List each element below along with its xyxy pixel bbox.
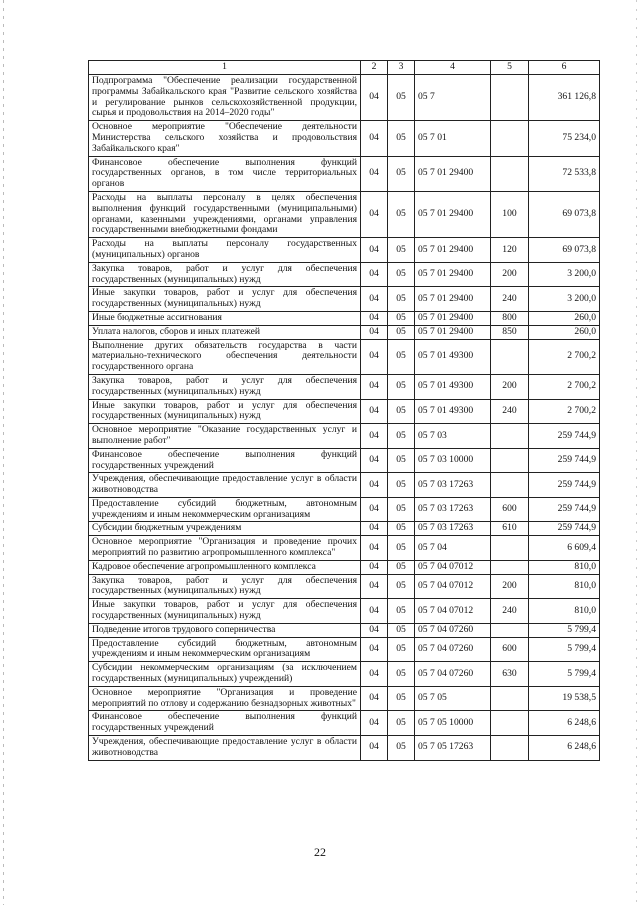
row-name-cell: Иные закупки товаров, работ и услуг для обеспечения государственных (муниципальных) нужд (89, 287, 361, 312)
table-body (89, 75, 600, 761)
target-article-cell: 05 7 03 17263 (415, 497, 491, 522)
row-name-cell: Выполнение других обязательств государства в части материально-технического обеспечения деятельности государственного органа (89, 339, 361, 374)
section-code-cell: 04 (361, 711, 388, 736)
target-article-cell: 05 7 03 (415, 424, 491, 449)
section-code-cell: 04 (361, 262, 388, 287)
subsection-code-cell: 05 (388, 374, 415, 399)
table-row (89, 156, 600, 191)
section-code-cell: 04 (361, 497, 388, 522)
table-row (89, 339, 600, 374)
amount-cell: 6 248,6 (529, 711, 600, 736)
table-row (89, 374, 600, 399)
table-row (89, 238, 600, 263)
expense-type-cell (491, 736, 529, 761)
row-name-cell: Субсидии некоммерческим организациям (за исключением государственных (муниципальных) учреждений) (89, 662, 361, 687)
section-code-cell: 04 (361, 448, 388, 473)
row-name-cell: Иные закупки товаров, работ и услуг для обеспечения государственных (муниципальных) нужд (89, 599, 361, 624)
amount-cell: 259 744,9 (529, 448, 600, 473)
section-code-cell: 04 (361, 637, 388, 662)
header-cell: 4 (415, 61, 491, 75)
subsection-code-cell: 05 (388, 424, 415, 449)
target-article-cell: 05 7 01 29400 (415, 287, 491, 312)
row-name-cell: Уплата налогов, сборов и иных платежей (89, 325, 361, 339)
amount-cell: 72 533,8 (529, 156, 600, 191)
row-name-cell: Финансовое обеспечение выполнения функций государственных учреждений (89, 448, 361, 473)
subsection-code-cell: 05 (388, 599, 415, 624)
section-code-cell: 04 (361, 560, 388, 574)
table-row (89, 121, 600, 156)
row-name-cell: Учреждения, обеспечивающие предоставление услуг в области животноводства (89, 736, 361, 761)
section-code-cell: 04 (361, 374, 388, 399)
target-article-cell: 05 7 (415, 75, 491, 121)
scan-edge-right (636, 0, 637, 905)
target-article-cell: 05 7 01 49300 (415, 374, 491, 399)
subsection-code-cell: 05 (388, 191, 415, 237)
expense-type-cell (491, 75, 529, 121)
row-name-cell: Расходы на выплаты персоналу государственных (муниципальных) органов (89, 238, 361, 263)
section-code-cell: 04 (361, 339, 388, 374)
amount-cell: 810,0 (529, 560, 600, 574)
expense-type-cell (491, 536, 529, 561)
amount-cell: 2 700,2 (529, 339, 600, 374)
amount-cell: 810,0 (529, 574, 600, 599)
target-article-cell: 05 7 01 49300 (415, 339, 491, 374)
row-name-cell: Основное мероприятие "Оказание государственных услуг и выполнение работ" (89, 424, 361, 449)
expense-type-cell: 120 (491, 238, 529, 263)
subsection-code-cell: 05 (388, 662, 415, 687)
section-code-cell: 04 (361, 574, 388, 599)
row-name-cell: Основное мероприятие "Организация и проведение мероприятий по отлову и содержанию безнадзорных животных" (89, 686, 361, 711)
table-row (89, 560, 600, 574)
amount-cell: 260,0 (529, 311, 600, 325)
amount-cell: 5 799,4 (529, 623, 600, 637)
section-code-cell: 04 (361, 424, 388, 449)
subsection-code-cell: 05 (388, 262, 415, 287)
row-name-cell: Закупка товаров, работ и услуг для обеспечения государственных (муниципальных) нужд (89, 374, 361, 399)
table-row (89, 399, 600, 424)
table-row (89, 536, 600, 561)
table-row (89, 662, 600, 687)
section-code-cell: 04 (361, 311, 388, 325)
section-code-cell: 04 (361, 191, 388, 237)
expense-type-cell (491, 156, 529, 191)
amount-cell: 5 799,4 (529, 637, 600, 662)
target-article-cell: 05 7 04 07260 (415, 637, 491, 662)
section-code-cell: 04 (361, 599, 388, 624)
subsection-code-cell: 05 (388, 399, 415, 424)
header-cell: 5 (491, 61, 529, 75)
amount-cell: 2 700,2 (529, 374, 600, 399)
subsection-code-cell: 05 (388, 121, 415, 156)
target-article-cell: 05 7 01 29400 (415, 191, 491, 237)
table-header-row (89, 61, 600, 75)
target-article-cell: 05 7 04 (415, 536, 491, 561)
subsection-code-cell: 05 (388, 238, 415, 263)
section-code-cell: 04 (361, 686, 388, 711)
row-name-cell: Закупка товаров, работ и услуг для обеспечения государственных (муниципальных) нужд (89, 574, 361, 599)
target-article-cell: 05 7 05 (415, 686, 491, 711)
table-row (89, 325, 600, 339)
subsection-code-cell: 05 (388, 287, 415, 312)
section-code-cell: 04 (361, 662, 388, 687)
row-name-cell: Основное мероприятие "Организация и проведение прочих мероприятий по развитию агропромышленного комплекса" (89, 536, 361, 561)
table-row (89, 448, 600, 473)
target-article-cell: 05 7 03 17263 (415, 473, 491, 498)
amount-cell: 2 700,2 (529, 399, 600, 424)
table-row (89, 75, 600, 121)
expense-type-cell: 240 (491, 399, 529, 424)
subsection-code-cell: 05 (388, 623, 415, 637)
table-row (89, 311, 600, 325)
row-name-cell: Предоставление субсидий бюджетным, автономным учреждениям и иным некоммерческим организациям (89, 637, 361, 662)
amount-cell: 69 073,8 (529, 238, 600, 263)
expense-type-cell (491, 711, 529, 736)
section-code-cell: 04 (361, 736, 388, 761)
amount-cell: 259 744,9 (529, 522, 600, 536)
row-name-cell: Субсидии бюджетным учреждениям (89, 522, 361, 536)
budget-table (88, 60, 600, 761)
table-row (89, 686, 600, 711)
subsection-code-cell: 05 (388, 156, 415, 191)
expense-type-cell: 600 (491, 637, 529, 662)
expense-type-cell: 240 (491, 599, 529, 624)
subsection-code-cell: 05 (388, 736, 415, 761)
expense-type-cell (491, 560, 529, 574)
section-code-cell: 04 (361, 238, 388, 263)
table-row (89, 424, 600, 449)
table-row (89, 574, 600, 599)
section-code-cell: 04 (361, 623, 388, 637)
amount-cell: 69 073,8 (529, 191, 600, 237)
table-row (89, 637, 600, 662)
subsection-code-cell: 05 (388, 75, 415, 121)
target-article-cell: 05 7 04 07012 (415, 574, 491, 599)
target-article-cell: 05 7 04 07260 (415, 662, 491, 687)
subsection-code-cell: 05 (388, 448, 415, 473)
target-article-cell: 05 7 04 07012 (415, 599, 491, 624)
amount-cell: 259 744,9 (529, 424, 600, 449)
table-row (89, 711, 600, 736)
table-row (89, 287, 600, 312)
expense-type-cell: 200 (491, 574, 529, 599)
subsection-code-cell: 05 (388, 473, 415, 498)
header-cell: 1 (89, 61, 361, 75)
header-cell: 3 (388, 61, 415, 75)
target-article-cell: 05 7 05 10000 (415, 711, 491, 736)
section-code-cell: 04 (361, 522, 388, 536)
section-code-cell: 04 (361, 325, 388, 339)
amount-cell: 259 744,9 (529, 473, 600, 498)
target-article-cell: 05 7 01 29400 (415, 325, 491, 339)
expense-type-cell (491, 424, 529, 449)
expense-type-cell (491, 339, 529, 374)
expense-type-cell (491, 448, 529, 473)
target-article-cell: 05 7 01 (415, 121, 491, 156)
amount-cell: 810,0 (529, 599, 600, 624)
subsection-code-cell: 05 (388, 311, 415, 325)
section-code-cell: 04 (361, 536, 388, 561)
subsection-code-cell: 05 (388, 497, 415, 522)
subsection-code-cell: 05 (388, 560, 415, 574)
subsection-code-cell: 05 (388, 522, 415, 536)
subsection-code-cell: 05 (388, 686, 415, 711)
target-article-cell: 05 7 01 29400 (415, 262, 491, 287)
amount-cell: 5 799,4 (529, 662, 600, 687)
amount-cell: 3 200,0 (529, 262, 600, 287)
target-article-cell: 05 7 01 49300 (415, 399, 491, 424)
subsection-code-cell: 05 (388, 536, 415, 561)
table-row (89, 191, 600, 237)
expense-type-cell: 600 (491, 497, 529, 522)
section-code-cell: 04 (361, 121, 388, 156)
row-name-cell: Закупка товаров, работ и услуг для обеспечения государственных (муниципальных) нужд (89, 262, 361, 287)
expense-type-cell (491, 473, 529, 498)
subsection-code-cell: 05 (388, 325, 415, 339)
expense-type-cell: 800 (491, 311, 529, 325)
target-article-cell: 05 7 01 29400 (415, 156, 491, 191)
table-row (89, 522, 600, 536)
expense-type-cell (491, 121, 529, 156)
row-name-cell: Финансовое обеспечение выполнения функций государственных органов, в том числе территориальных органов (89, 156, 361, 191)
expense-type-cell (491, 686, 529, 711)
table-row (89, 736, 600, 761)
expense-type-cell: 610 (491, 522, 529, 536)
expense-type-cell: 200 (491, 262, 529, 287)
row-name-cell: Основное мероприятие "Обеспечение деятельности Министерства сельского хозяйства и продовольствия Забайкальского края" (89, 121, 361, 156)
row-name-cell: Финансовое обеспечение выполнения функций государственных учреждений (89, 711, 361, 736)
page-number: 22 (314, 845, 326, 859)
target-article-cell: 05 7 03 10000 (415, 448, 491, 473)
expense-type-cell: 200 (491, 374, 529, 399)
amount-cell: 19 538,5 (529, 686, 600, 711)
target-article-cell: 05 7 04 07260 (415, 623, 491, 637)
amount-cell: 260,0 (529, 325, 600, 339)
target-article-cell: 05 7 01 29400 (415, 311, 491, 325)
table-row (89, 262, 600, 287)
table-row (89, 599, 600, 624)
row-name-cell: Расходы на выплаты персоналу в целях обеспечения выполнения функций государственными (муниципальными) органами, казенными учреждениями, органами управления государственными внебюджетными фондами (89, 191, 361, 237)
table-row (89, 497, 600, 522)
target-article-cell: 05 7 05 17263 (415, 736, 491, 761)
row-name-cell: Иные бюджетные ассигнования (89, 311, 361, 325)
amount-cell: 259 744,9 (529, 497, 600, 522)
amount-cell: 6 609,4 (529, 536, 600, 561)
expense-type-cell (491, 623, 529, 637)
expense-type-cell: 630 (491, 662, 529, 687)
subsection-code-cell: 05 (388, 711, 415, 736)
section-code-cell: 04 (361, 473, 388, 498)
target-article-cell: 05 7 04 07012 (415, 560, 491, 574)
subsection-code-cell: 05 (388, 574, 415, 599)
section-code-cell: 04 (361, 156, 388, 191)
expense-type-cell: 240 (491, 287, 529, 312)
subsection-code-cell: 05 (388, 637, 415, 662)
row-name-cell: Учреждения, обеспечивающие предоставление услуг в области животноводства (89, 473, 361, 498)
header-cell: 6 (529, 61, 600, 75)
expense-type-cell: 100 (491, 191, 529, 237)
amount-cell: 3 200,0 (529, 287, 600, 312)
row-name-cell: Подпрограмма "Обеспечение реализации государственной программы Забайкальского края "Развитие сельского хозяйства и регулирование рынков сельскохозяйственной продукции, сырья и продовольствия на 2014–2020 годы" (89, 75, 361, 121)
table-row (89, 473, 600, 498)
expense-type-cell: 850 (491, 325, 529, 339)
target-article-cell: 05 7 01 29400 (415, 238, 491, 263)
table-row (89, 623, 600, 637)
header-cell: 2 (361, 61, 388, 75)
amount-cell: 6 248,6 (529, 736, 600, 761)
section-code-cell: 04 (361, 399, 388, 424)
scan-edge-left (3, 0, 4, 905)
amount-cell: 361 126,8 (529, 75, 600, 121)
section-code-cell: 04 (361, 75, 388, 121)
amount-cell: 75 234,0 (529, 121, 600, 156)
section-code-cell: 04 (361, 287, 388, 312)
row-name-cell: Подведение итогов трудового соперничества (89, 623, 361, 637)
row-name-cell: Предоставление субсидий бюджетным, автономным учреждениям и иным некоммерческим организациям (89, 497, 361, 522)
subsection-code-cell: 05 (388, 339, 415, 374)
row-name-cell: Иные закупки товаров, работ и услуг для обеспечения государственных (муниципальных) нужд (89, 399, 361, 424)
row-name-cell: Кадровое обеспечение агропромышленного комплекса (89, 560, 361, 574)
target-article-cell: 05 7 03 17263 (415, 522, 491, 536)
